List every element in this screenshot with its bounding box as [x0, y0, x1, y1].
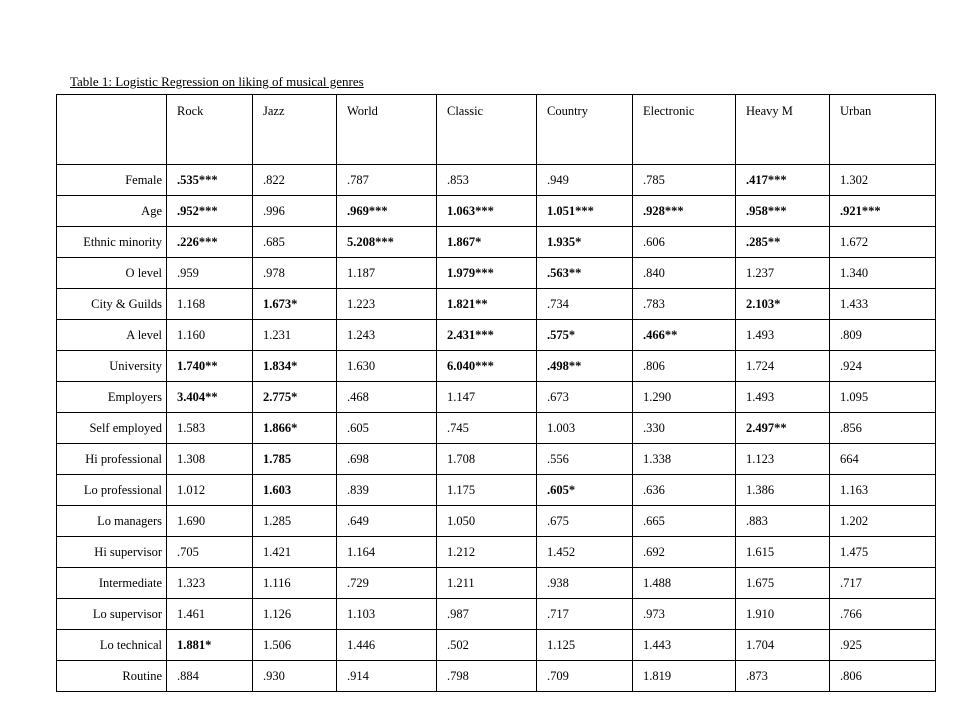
coefficient-cell: 1.095 — [830, 382, 936, 413]
coefficient-cell: .806 — [633, 351, 736, 382]
coefficient-cell: .330 — [633, 413, 736, 444]
coefficient-cell: 1.237 — [736, 258, 830, 289]
coefficient-cell: .996 — [253, 196, 337, 227]
coefficient-cell: .417*** — [736, 165, 830, 196]
row-label: Female — [57, 165, 167, 196]
coefficient-cell: 1.910 — [736, 599, 830, 630]
coefficient-cell: .883 — [736, 506, 830, 537]
coefficient-cell: 5.208*** — [337, 227, 437, 258]
coefficient-cell: .698 — [337, 444, 437, 475]
coefficient-cell: .685 — [253, 227, 337, 258]
coefficient-cell: 1.615 — [736, 537, 830, 568]
coefficient-cell: 1.630 — [337, 351, 437, 382]
coefficient-cell: .692 — [633, 537, 736, 568]
table-row — [57, 382, 936, 413]
coefficient-cell: 1.231 — [253, 320, 337, 351]
coefficient-cell: .959 — [167, 258, 253, 289]
table-row — [57, 258, 936, 289]
coefficient-cell: 1.164 — [337, 537, 437, 568]
coefficient-cell: 1.881* — [167, 630, 253, 661]
coefficient-cell: .873 — [736, 661, 830, 692]
coefficient-cell: 1.386 — [736, 475, 830, 506]
table-row — [57, 630, 936, 661]
coefficient-cell: 1.433 — [830, 289, 936, 320]
coefficient-cell: .930 — [253, 661, 337, 692]
column-header-jazz: Jazz — [253, 95, 337, 165]
coefficient-cell: 1.302 — [830, 165, 936, 196]
row-label: Lo supervisor — [57, 599, 167, 630]
row-label: University — [57, 351, 167, 382]
row-label: Self employed — [57, 413, 167, 444]
coefficient-cell: .798 — [437, 661, 537, 692]
coefficient-cell: 1.690 — [167, 506, 253, 537]
coefficient-cell: .806 — [830, 661, 936, 692]
coefficient-cell: .675 — [537, 506, 633, 537]
coefficient-cell: 1.187 — [337, 258, 437, 289]
coefficient-cell: 1.493 — [736, 320, 830, 351]
column-header-electronic: Electronic — [633, 95, 736, 165]
coefficient-cell: .809 — [830, 320, 936, 351]
coefficient-cell: .840 — [633, 258, 736, 289]
coefficient-cell: 1.443 — [633, 630, 736, 661]
coefficient-cell: 1.506 — [253, 630, 337, 661]
coefficient-cell: 1.673* — [253, 289, 337, 320]
row-label: Routine — [57, 661, 167, 692]
coefficient-cell: .766 — [830, 599, 936, 630]
coefficient-cell: 1.338 — [633, 444, 736, 475]
coefficient-cell: .466** — [633, 320, 736, 351]
table-title: Table 1: Logistic Regression on liking of musical genres — [70, 74, 364, 89]
coefficient-cell: 1.063*** — [437, 196, 537, 227]
column-header-urban: Urban — [830, 95, 936, 165]
column-header-classic: Classic — [437, 95, 537, 165]
coefficient-cell: 1.116 — [253, 568, 337, 599]
coefficient-cell: 1.211 — [437, 568, 537, 599]
coefficient-cell: 1.212 — [437, 537, 537, 568]
coefficient-cell: 2.431*** — [437, 320, 537, 351]
coefficient-cell: .978 — [253, 258, 337, 289]
coefficient-cell: 1.821** — [437, 289, 537, 320]
coefficient-cell: .853 — [437, 165, 537, 196]
coefficient-cell: 1.672 — [830, 227, 936, 258]
header-row — [57, 95, 936, 165]
table-row — [57, 227, 936, 258]
table-row — [57, 196, 936, 227]
coefficient-cell: .605* — [537, 475, 633, 506]
coefficient-cell: 1.421 — [253, 537, 337, 568]
coefficient-cell: 1.488 — [633, 568, 736, 599]
coefficient-cell: .973 — [633, 599, 736, 630]
coefficient-cell: .285** — [736, 227, 830, 258]
coefficient-cell: .717 — [830, 568, 936, 599]
coefficient-cell: 1.867* — [437, 227, 537, 258]
table-row — [57, 537, 936, 568]
coefficient-cell: .649 — [337, 506, 437, 537]
coefficient-cell: 1.935* — [537, 227, 633, 258]
coefficient-cell: 1.168 — [167, 289, 253, 320]
coefficient-cell: 1.175 — [437, 475, 537, 506]
coefficient-cell: .502 — [437, 630, 537, 661]
coefficient-cell: .734 — [537, 289, 633, 320]
coefficient-cell: 1.126 — [253, 599, 337, 630]
coefficient-cell: 1.583 — [167, 413, 253, 444]
coefficient-cell: .498** — [537, 351, 633, 382]
row-label: A level — [57, 320, 167, 351]
coefficient-cell: 1.125 — [537, 630, 633, 661]
coefficient-cell: 1.012 — [167, 475, 253, 506]
coefficient-cell: .665 — [633, 506, 736, 537]
table-row — [57, 444, 936, 475]
coefficient-cell: 1.051*** — [537, 196, 633, 227]
coefficient-cell: .717 — [537, 599, 633, 630]
column-header-rock: Rock — [167, 95, 253, 165]
row-label: Lo technical — [57, 630, 167, 661]
coefficient-cell: 1.050 — [437, 506, 537, 537]
row-label: Hi supervisor — [57, 537, 167, 568]
coefficient-cell: .673 — [537, 382, 633, 413]
coefficient-cell: .745 — [437, 413, 537, 444]
coefficient-cell: .535*** — [167, 165, 253, 196]
coefficient-cell: 2.103* — [736, 289, 830, 320]
table-row — [57, 165, 936, 196]
coefficient-cell: .969*** — [337, 196, 437, 227]
row-label: Lo managers — [57, 506, 167, 537]
coefficient-cell: .563** — [537, 258, 633, 289]
coefficient-cell: 1.785 — [253, 444, 337, 475]
table-body — [57, 165, 936, 692]
coefficient-cell: .839 — [337, 475, 437, 506]
coefficient-cell: 1.223 — [337, 289, 437, 320]
table-row — [57, 289, 936, 320]
column-header-world: World — [337, 95, 437, 165]
table-row — [57, 320, 936, 351]
coefficient-cell: 1.493 — [736, 382, 830, 413]
coefficient-cell: 1.704 — [736, 630, 830, 661]
table-row — [57, 599, 936, 630]
coefficient-cell: .783 — [633, 289, 736, 320]
coefficient-cell: .787 — [337, 165, 437, 196]
table-row — [57, 351, 936, 382]
coefficient-cell: 1.603 — [253, 475, 337, 506]
coefficient-cell: .987 — [437, 599, 537, 630]
coefficient-cell: 2.775* — [253, 382, 337, 413]
coefficient-cell: .924 — [830, 351, 936, 382]
coefficient-cell: .925 — [830, 630, 936, 661]
coefficient-cell: 1.446 — [337, 630, 437, 661]
coefficient-cell: .556 — [537, 444, 633, 475]
coefficient-cell: 1.290 — [633, 382, 736, 413]
coefficient-cell: 1.202 — [830, 506, 936, 537]
coefficient-cell: 1.123 — [736, 444, 830, 475]
coefficient-cell: .705 — [167, 537, 253, 568]
coefficient-cell: 1.163 — [830, 475, 936, 506]
table-row — [57, 661, 936, 692]
table-header — [57, 95, 936, 165]
row-label: City & Guilds — [57, 289, 167, 320]
row-label: Employers — [57, 382, 167, 413]
coefficient-cell: 1.866* — [253, 413, 337, 444]
table-row — [57, 568, 936, 599]
table-row — [57, 506, 936, 537]
table-row — [57, 413, 936, 444]
coefficient-cell: 2.497** — [736, 413, 830, 444]
regression-table — [56, 94, 936, 692]
row-label: Intermediate — [57, 568, 167, 599]
coefficient-cell: 1.323 — [167, 568, 253, 599]
coefficient-cell: .709 — [537, 661, 633, 692]
coefficient-cell: 1.675 — [736, 568, 830, 599]
coefficient-cell: .928*** — [633, 196, 736, 227]
coefficient-cell: .785 — [633, 165, 736, 196]
coefficient-cell: .636 — [633, 475, 736, 506]
coefficient-cell: .958*** — [736, 196, 830, 227]
coefficient-cell: 1.740** — [167, 351, 253, 382]
coefficient-cell: 1.819 — [633, 661, 736, 692]
coefficient-cell: 1.979*** — [437, 258, 537, 289]
coefficient-cell: .822 — [253, 165, 337, 196]
coefficient-cell: 1.285 — [253, 506, 337, 537]
coefficient-cell: 6.040*** — [437, 351, 537, 382]
coefficient-cell: .914 — [337, 661, 437, 692]
coefficient-cell: .949 — [537, 165, 633, 196]
coefficient-cell: 1.003 — [537, 413, 633, 444]
coefficient-cell: 1.340 — [830, 258, 936, 289]
coefficient-cell: 1.834* — [253, 351, 337, 382]
coefficient-cell: .226*** — [167, 227, 253, 258]
coefficient-cell: 1.103 — [337, 599, 437, 630]
coefficient-cell: .856 — [830, 413, 936, 444]
coefficient-cell: .952*** — [167, 196, 253, 227]
coefficient-cell: .938 — [537, 568, 633, 599]
stub-header-cell — [57, 95, 167, 165]
row-label: Age — [57, 196, 167, 227]
coefficient-cell: 1.308 — [167, 444, 253, 475]
coefficient-cell: 664 — [830, 444, 936, 475]
coefficient-cell: .575* — [537, 320, 633, 351]
coefficient-cell: .468 — [337, 382, 437, 413]
coefficient-cell: 1.452 — [537, 537, 633, 568]
coefficient-cell: 1.461 — [167, 599, 253, 630]
coefficient-cell: 1.147 — [437, 382, 537, 413]
row-label: Lo professional — [57, 475, 167, 506]
column-header-heavy-m: Heavy M — [736, 95, 830, 165]
coefficient-cell: 1.724 — [736, 351, 830, 382]
coefficient-cell: 3.404** — [167, 382, 253, 413]
coefficient-cell: .921*** — [830, 196, 936, 227]
row-label: Ethnic minority — [57, 227, 167, 258]
coefficient-cell: 1.708 — [437, 444, 537, 475]
coefficient-cell: .729 — [337, 568, 437, 599]
coefficient-cell: 1.160 — [167, 320, 253, 351]
coefficient-cell: .606 — [633, 227, 736, 258]
coefficient-cell: .884 — [167, 661, 253, 692]
table-row — [57, 475, 936, 506]
coefficient-cell: .605 — [337, 413, 437, 444]
coefficient-cell: 1.475 — [830, 537, 936, 568]
column-header-country: Country — [537, 95, 633, 165]
row-label: Hi professional — [57, 444, 167, 475]
row-label: O level — [57, 258, 167, 289]
coefficient-cell: 1.243 — [337, 320, 437, 351]
